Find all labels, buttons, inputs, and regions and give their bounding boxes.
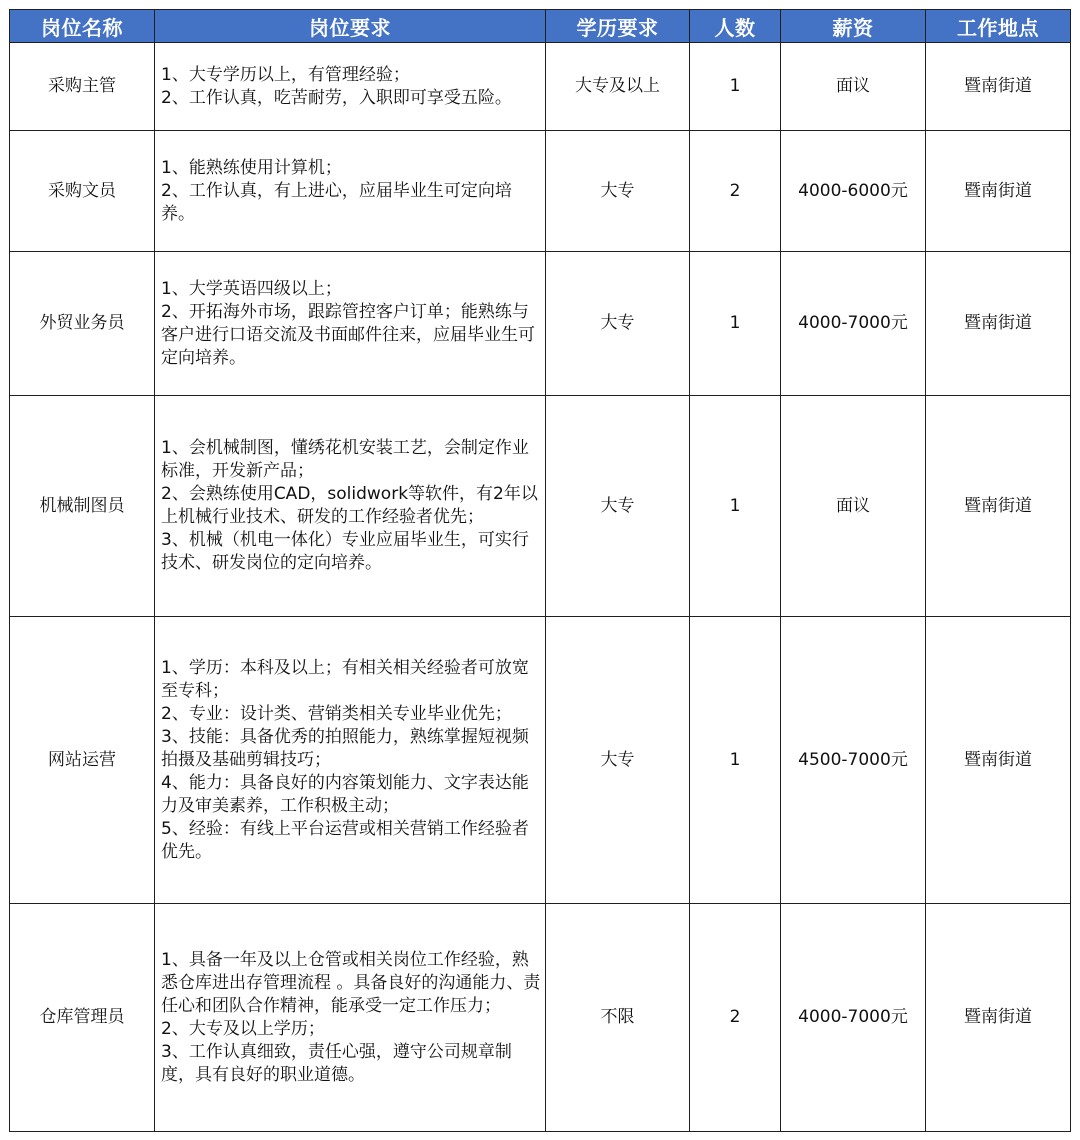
salary-cell: 4000-7000元 bbox=[781, 904, 926, 1132]
requirement-line: 3、工作认真细致，责任心强，遵守公司规章制度，具有良好的职业道德。 bbox=[161, 1041, 512, 1085]
requirement-line: 1、大学英语四级以上； bbox=[161, 278, 342, 299]
count-cell: 1 bbox=[690, 396, 781, 617]
location-cell: 暨南街道 bbox=[926, 43, 1071, 131]
location-cell: 暨南街道 bbox=[926, 131, 1071, 252]
requirements-cell bbox=[155, 904, 546, 1132]
count-cell: 2 bbox=[690, 904, 781, 1132]
requirement-line: 4、能力：具备良好的内容策划能力、文字表达能力及审美素养，工作积极主动； bbox=[161, 772, 529, 816]
location-cell: 暨南街道 bbox=[926, 617, 1071, 904]
salary-cell: 4500-7000元 bbox=[781, 617, 926, 904]
table-row bbox=[10, 131, 1071, 252]
position-name-cell: 网站运营 bbox=[10, 617, 155, 904]
location-cell: 暨南街道 bbox=[926, 396, 1071, 617]
table-row bbox=[10, 252, 1071, 396]
salary-cell: 面议 bbox=[781, 396, 926, 617]
position-name-cell: 采购文员 bbox=[10, 131, 155, 252]
header-count: 人数 bbox=[690, 10, 781, 43]
table-row bbox=[10, 43, 1071, 131]
header-requirements: 岗位要求 bbox=[155, 10, 546, 43]
requirement-line: 1、会机械制图，懂绣花机安装工艺，会制定作业标准，开发新产品； bbox=[161, 438, 529, 481]
requirement-line: 1、学历：本科及以上；有相关相关经验者可放宽至专科； bbox=[161, 657, 529, 701]
requirement-line: 5、经验：有线上平台运营或相关营销工作经验者优先。 bbox=[161, 818, 529, 862]
education-cell: 大专 bbox=[546, 252, 690, 396]
position-name-cell: 外贸业务员 bbox=[10, 252, 155, 396]
requirements-cell bbox=[155, 252, 546, 396]
salary-cell: 面议 bbox=[781, 43, 926, 131]
recruitment-table bbox=[9, 9, 1071, 1132]
requirement-line: 2、会熟练使用CAD，solidwork等软件，有2年以上机械行业技术、研发的工作经验者优先； bbox=[161, 484, 538, 527]
header-position-name: 岗位名称 bbox=[10, 10, 155, 43]
position-name-cell: 机械制图员 bbox=[10, 396, 155, 617]
requirement-line: 1、具备一年及以上仓管或相关岗位工作经验，熟悉仓库进出存管理流程 。具备良好的沟通能力、责任心和团队合作精神，能承受一定工作压力； bbox=[161, 949, 541, 1016]
count-cell: 2 bbox=[690, 131, 781, 252]
header-location: 工作地点 bbox=[926, 10, 1071, 43]
requirement-line: 3、技能：具备优秀的拍照能力，熟练掌握短视频拍摄及基础剪辑技巧； bbox=[161, 726, 529, 770]
header-salary: 薪资 bbox=[781, 10, 926, 43]
salary-cell: 4000-6000元 bbox=[781, 131, 926, 252]
requirements-cell bbox=[155, 617, 546, 904]
education-cell: 大专 bbox=[546, 617, 690, 904]
salary-cell: 4000-7000元 bbox=[781, 252, 926, 396]
requirement-line: 3、机械（机电一体化）专业应届毕业生，可实行技术、研发岗位的定向培养。 bbox=[161, 530, 529, 573]
requirement-line: 1、能熟练使用计算机； bbox=[161, 157, 342, 178]
count-cell: 1 bbox=[690, 252, 781, 396]
requirements-cell bbox=[155, 396, 546, 617]
table-row bbox=[10, 396, 1071, 617]
education-cell: 大专及以上 bbox=[546, 43, 690, 131]
count-cell: 1 bbox=[690, 43, 781, 131]
requirement-line: 2、工作认真，吃苦耐劳，入职即可享受五险。 bbox=[161, 87, 512, 108]
education-cell: 不限 bbox=[546, 904, 690, 1132]
position-name-cell: 仓库管理员 bbox=[10, 904, 155, 1132]
requirement-line: 2、工作认真，有上进心，应届毕业生可定向培养。 bbox=[161, 180, 512, 224]
requirement-line: 2、专业：设计类、营销类相关专业毕业优先； bbox=[161, 703, 512, 724]
header-education: 学历要求 bbox=[546, 10, 690, 43]
education-cell: 大专 bbox=[546, 396, 690, 617]
requirements-cell bbox=[155, 131, 546, 252]
header-row bbox=[10, 10, 1071, 43]
table-row bbox=[10, 617, 1071, 904]
location-cell: 暨南街道 bbox=[926, 252, 1071, 396]
requirement-line: 2、开拓海外市场，跟踪管控客户订单；能熟练与客户进行口语交流及书面邮件往来，应届毕业生可定向培养。 bbox=[161, 301, 535, 368]
recruitment-table-wrapper bbox=[9, 9, 1071, 1132]
requirement-line: 1、大专学历以上，有管理经验； bbox=[161, 64, 410, 85]
education-cell: 大专 bbox=[546, 131, 690, 252]
location-cell: 暨南街道 bbox=[926, 904, 1071, 1132]
position-name-cell: 采购主管 bbox=[10, 43, 155, 131]
count-cell: 1 bbox=[690, 617, 781, 904]
requirement-line: 2、大专及以上学历； bbox=[161, 1018, 325, 1039]
table-row bbox=[10, 904, 1071, 1132]
requirements-cell bbox=[155, 43, 546, 131]
